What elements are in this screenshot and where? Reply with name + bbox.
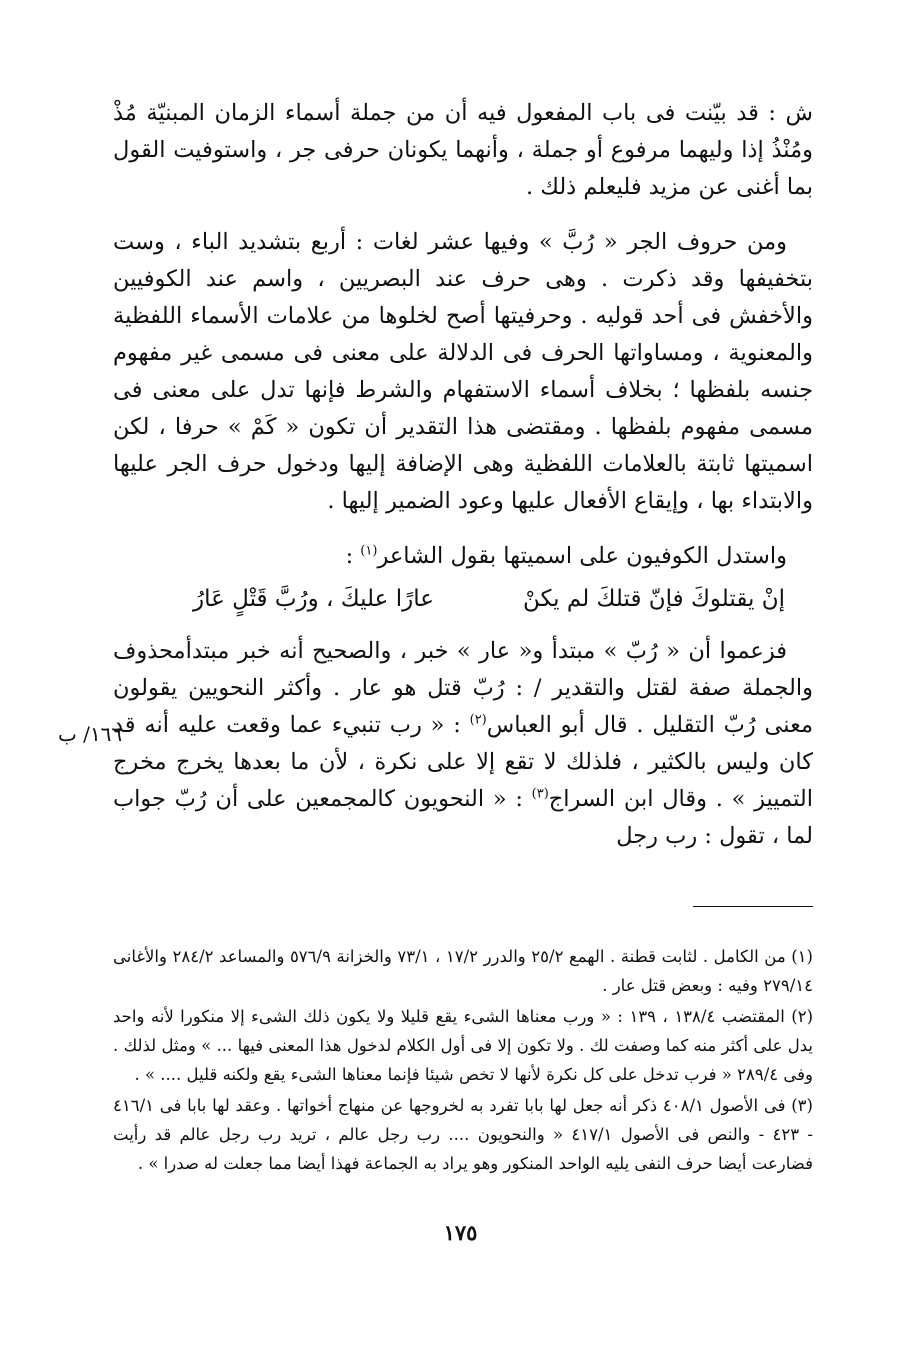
footnote-separator [693, 906, 813, 907]
paragraph-1: ش : قد بيّنت فى باب المفعول فيه أن من جملة أسماء الزمان المبنيّة مُذْ ومُنْذُ إذا وليهما مرفوع أو جملة ، وأنهما يكونان حرفى جر ، واستوفيت القول بما أغنى عن مزيد فليعلم ذلك . [113, 100, 813, 200]
footnote-ref-3: (٣) [531, 786, 549, 802]
footnote-1: (١) من الكامل . لثابت قطنة . الهمع ٢٥/٢ والدرر ١٧/٢ ، ٧٣/١ والخزانة ٥٧٦/٩ والمساعد ٢٨٤/٢ والأغانى ٢٧٩/١٤ وفيه : وبعض قتل عار . [113, 947, 813, 995]
verse-first-hemistich: إنْ يقتلوكَ فإنّ قتلكَ لم يكنْ [522, 586, 785, 612]
paragraph-3-text: واستدل الكوفيون على اسميتها بقول الشاعر [377, 543, 787, 569]
footnote-ref-1: (١) [360, 543, 378, 559]
manuscript-folio-note: ١٦٦/ ب [58, 722, 123, 746]
paragraph-2: ومن حروف الجر « رُبَّ » وفيها عشر لغات : أربع بتشديد الباء ، وست بتخفيفها وقد ذكرت . وهى حرف عند البصريين ، واسم عند الكوفيين والأخفش فى أحد قوليه . وحرفيتها أصح لخلوها من علامات الأسماء اللفظية والمعنوية ، ومساواتها الحرف فى الدلالة على معنى فى مسمى غير مفهوم جنسه بلفظها ؛ بخلاف أسماء الاستفهام والشرط فإنها تدل على معنى فى مسمى مفهوم بلفظها . ومقتضى هذا التقدير أن تكون « كَمْ » حرفا ، لكن اسميتها ثابتة بالعلامات اللفظية وهى الإضافة إليها ودخول حرف الجر عليها والابتداء بها ، وإيقاع الأفعال عليها وعود الضمير إليها . [113, 229, 813, 514]
paragraph-4-part-a: فزعموا أن « رُبّ » مبتدأ و« عار » خبر ، والصحيح أنه خبر مبتدأمحذوف والجملة صفة لقتل والتقدير / : رُبّ قتل هو عار . وأكثر النحويين يقولون معنى رُبّ التقليل . قال أبو العباس [113, 638, 813, 738]
paragraph-4-part-b: : « رب تنبيء عما وقعت عليه أنه قد كان وليس بالكثير ، فلذلك لا تقع إلا على نكرة ، لأن ما بعدها يخرج مخرج التمييز » . وقال ابن السراج [113, 712, 813, 812]
paragraph-3-tail: : [345, 543, 361, 569]
footnote-3: (٣) فى الأصول ٤٠٨/١ ذكر أنه جعل لها بابا تفرد به لخروجها عن منهاج أخواتها . وعقد لها بابا فى ٤١٦/١ - ٤٢٣ - والنص فى الأصول ٤١٧/١ « والنحويون .... رب رجل عالم ، تريد رب رجل عالم قد رأيت فضارعت أيضا حرف النفى يليه الواحد المنكور وهو يراد به الجماعة فهذا أيضا مما جعلت له صدرا » . [113, 1096, 813, 1173]
verse-second-hemistich: عارًا عليكَ ، ورُبَّ قَتْلٍ عَارُ [193, 586, 434, 612]
poetry-verse [113, 579, 813, 619]
main-text [113, 95, 813, 873]
paragraph-4-part-c: : « النحويون كالمجمعين على أن رُبّ جواب لما ، تقول : رب رجل [113, 786, 813, 849]
paragraph-4 [113, 633, 813, 855]
footnote-2: (٢) المقتضب ١٣٨/٤ ، ١٣٩ : « ورب معناها الشىء يقع قليلا ولا يكون ذلك الشىء إلا منكورا لأنه واحد يدل على أكثر منه كما وصفت لك . ولا تكون إلا فى أول الكلام لدخول هذا المعنى فيها ... » ومثل لذلك . وفى ٢٨٩/٤ « فرب تدخل على كل نكرة لأنها لا تخص شيئا فإنما معناها الشىء يقع ولكنه قليل .... » . [113, 1007, 813, 1084]
page-number: ١٧٥ [443, 1220, 478, 1245]
footnote-ref-2: (٢) [469, 712, 487, 728]
footnotes [113, 942, 813, 1180]
paragraph-3 [113, 538, 813, 575]
